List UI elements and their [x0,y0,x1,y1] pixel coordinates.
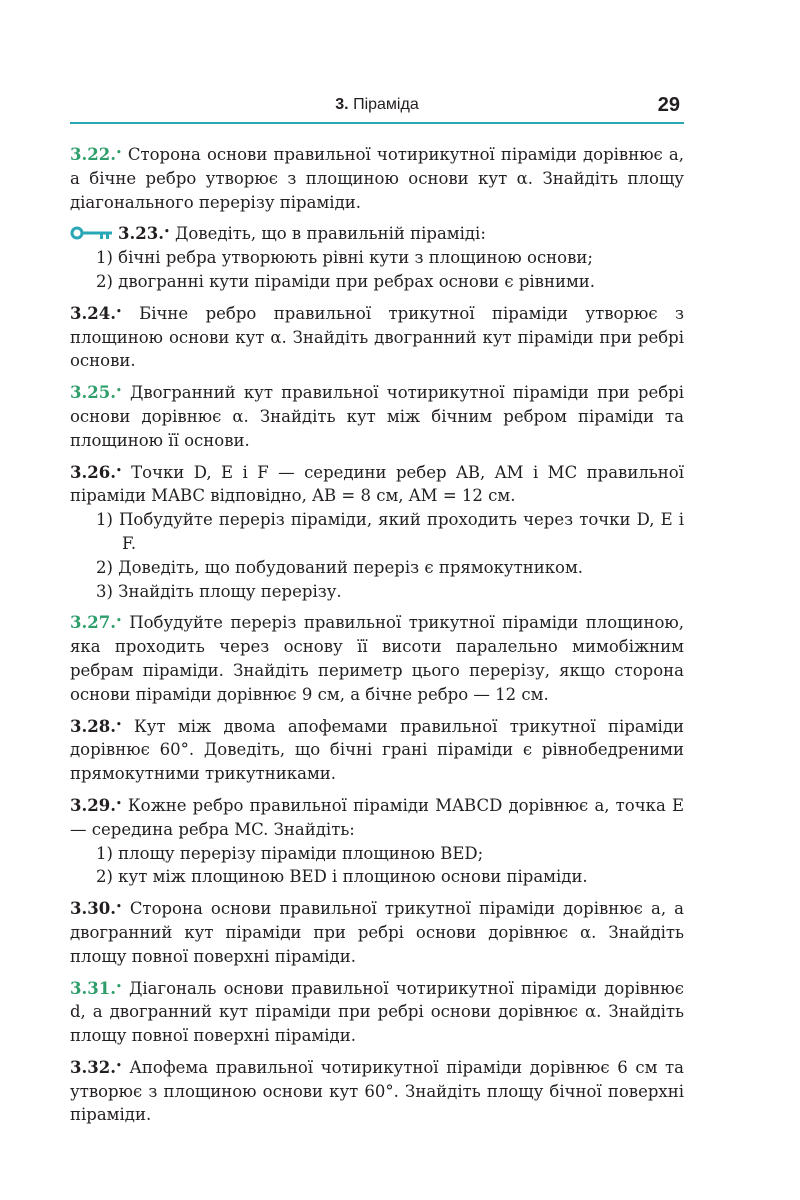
problem-text: Апофема правильної чотирикутної піраміди дорівнює 6 см та утворює з площиною основи кут 60°. Знайдіть площу бічної поверхні піраміди. [70,1057,684,1125]
subitem: 3) Знайдіть площу перерізу. [96,581,342,601]
problem-3-27 [70,611,684,706]
problem-text: Кут між двома апофемами правильної трикутної піраміди дорівнює 60°. Доведіть, що бічні грані піраміди є рівнобедреними прямокутними трикутниками. [70,716,684,784]
section-number: 3. [335,96,349,113]
problem-text: Сторона основи правильної чотирикутної піраміди дорівнює a, а бічне ребро утворює з площиною основи кут α. Знайдіть площу діагонального перерізу піраміди. [70,145,684,212]
problem-number: 3.25.• [70,383,122,403]
section-title: Піраміда [353,96,419,113]
problem-3-29 [70,794,684,889]
problem-number: 3.32.• [70,1057,122,1077]
problem-3-28 [70,715,684,786]
problem-number: 3.31.• [70,978,122,998]
running-title [70,96,684,114]
problem-text: Побудуйте переріз правильної трикутної піраміди площиною, яка проходить через основу її висоти паралельно мимобіжним ребрам піраміди. Знайдіть периметр цього перерізу, якщо сторона основи піраміди дорівнює 9 см, а бічне ребро — 12 см. [70,613,685,704]
problem-text: Доведіть, що в правильній піраміді: [174,224,486,244]
problem-3-32 [70,1056,684,1127]
problem-3-22 [70,143,684,214]
problem-number: 3.24.• [70,303,122,323]
problem-text: Бічне ребро правильної трикутної піраміди утворює з площиною основи кут α. Знайдіть двогранний кут піраміди при ребрі основи. [70,303,684,371]
problem-3-31 [70,977,684,1048]
problem-3-25 [70,381,684,452]
subitem: 2) двогранні кути піраміди при ребрах основи є рівними. [96,271,596,291]
page-number: 29 [657,94,680,116]
page-header [70,92,684,124]
problem-number: 3.26.• [70,462,122,482]
problem-text: Точки D, E і F — середини ребер AB, AM і MC правильної піраміди MABC відповідно, AB = 8 см, AM = 12 см. [70,462,684,506]
problem-text: Кожне ребро правильної піраміди MABCD дорівнює a, точка E — середина ребра MC. Знайдіть: [70,795,685,839]
problem-number: 3.30.• [70,899,122,919]
problem-number: 3.28.• [70,716,122,736]
problem-3-26 [70,461,684,604]
problem-text: Двогранний кут правильної чотирикутної піраміди при ребрі основи дорівнює α. Знайдіть кут між бічним ребром піраміди та площиною її основи. [70,383,684,450]
problem-text: Діагональ основи правильної чотирикутної піраміди дорівнює d, а двогранний кут піраміди при ребрі основи дорівнює α. Знайдіть площу повної поверхні піраміди. [70,978,684,1046]
problem-text: Сторона основи правильної трикутної піраміди дорівнює a, а двогранний кут піраміди при ребрі основи дорівнює α. Знайдіть площу повної поверхні піраміди. [70,899,684,966]
problem-3-23 [70,222,684,293]
subitem: 2) Доведіть, що побудований переріз є прямокутником. [96,557,584,577]
header-rule [70,122,684,124]
subitem: 1) бічні ребра утворюють рівні кути з площиною основи; [96,248,593,268]
problem-number: 3.23.• [118,224,170,244]
problem-3-24 [70,302,684,373]
problem-number: 3.29.• [70,795,122,815]
subitem: 1) площу перерізу піраміди площиною BED; [96,843,484,863]
problem-3-30 [70,897,684,968]
key-icon [70,225,114,241]
subitem: 2) кут між площиною BED і площиною основи піраміди. [96,867,588,887]
problem-number: 3.22.• [70,145,122,164]
problem-list [70,143,684,1135]
subitem: 1) Побудуйте переріз піраміди, який проходить через точки D, E і F. [96,510,684,553]
problem-number: 3.27.• [70,613,122,633]
